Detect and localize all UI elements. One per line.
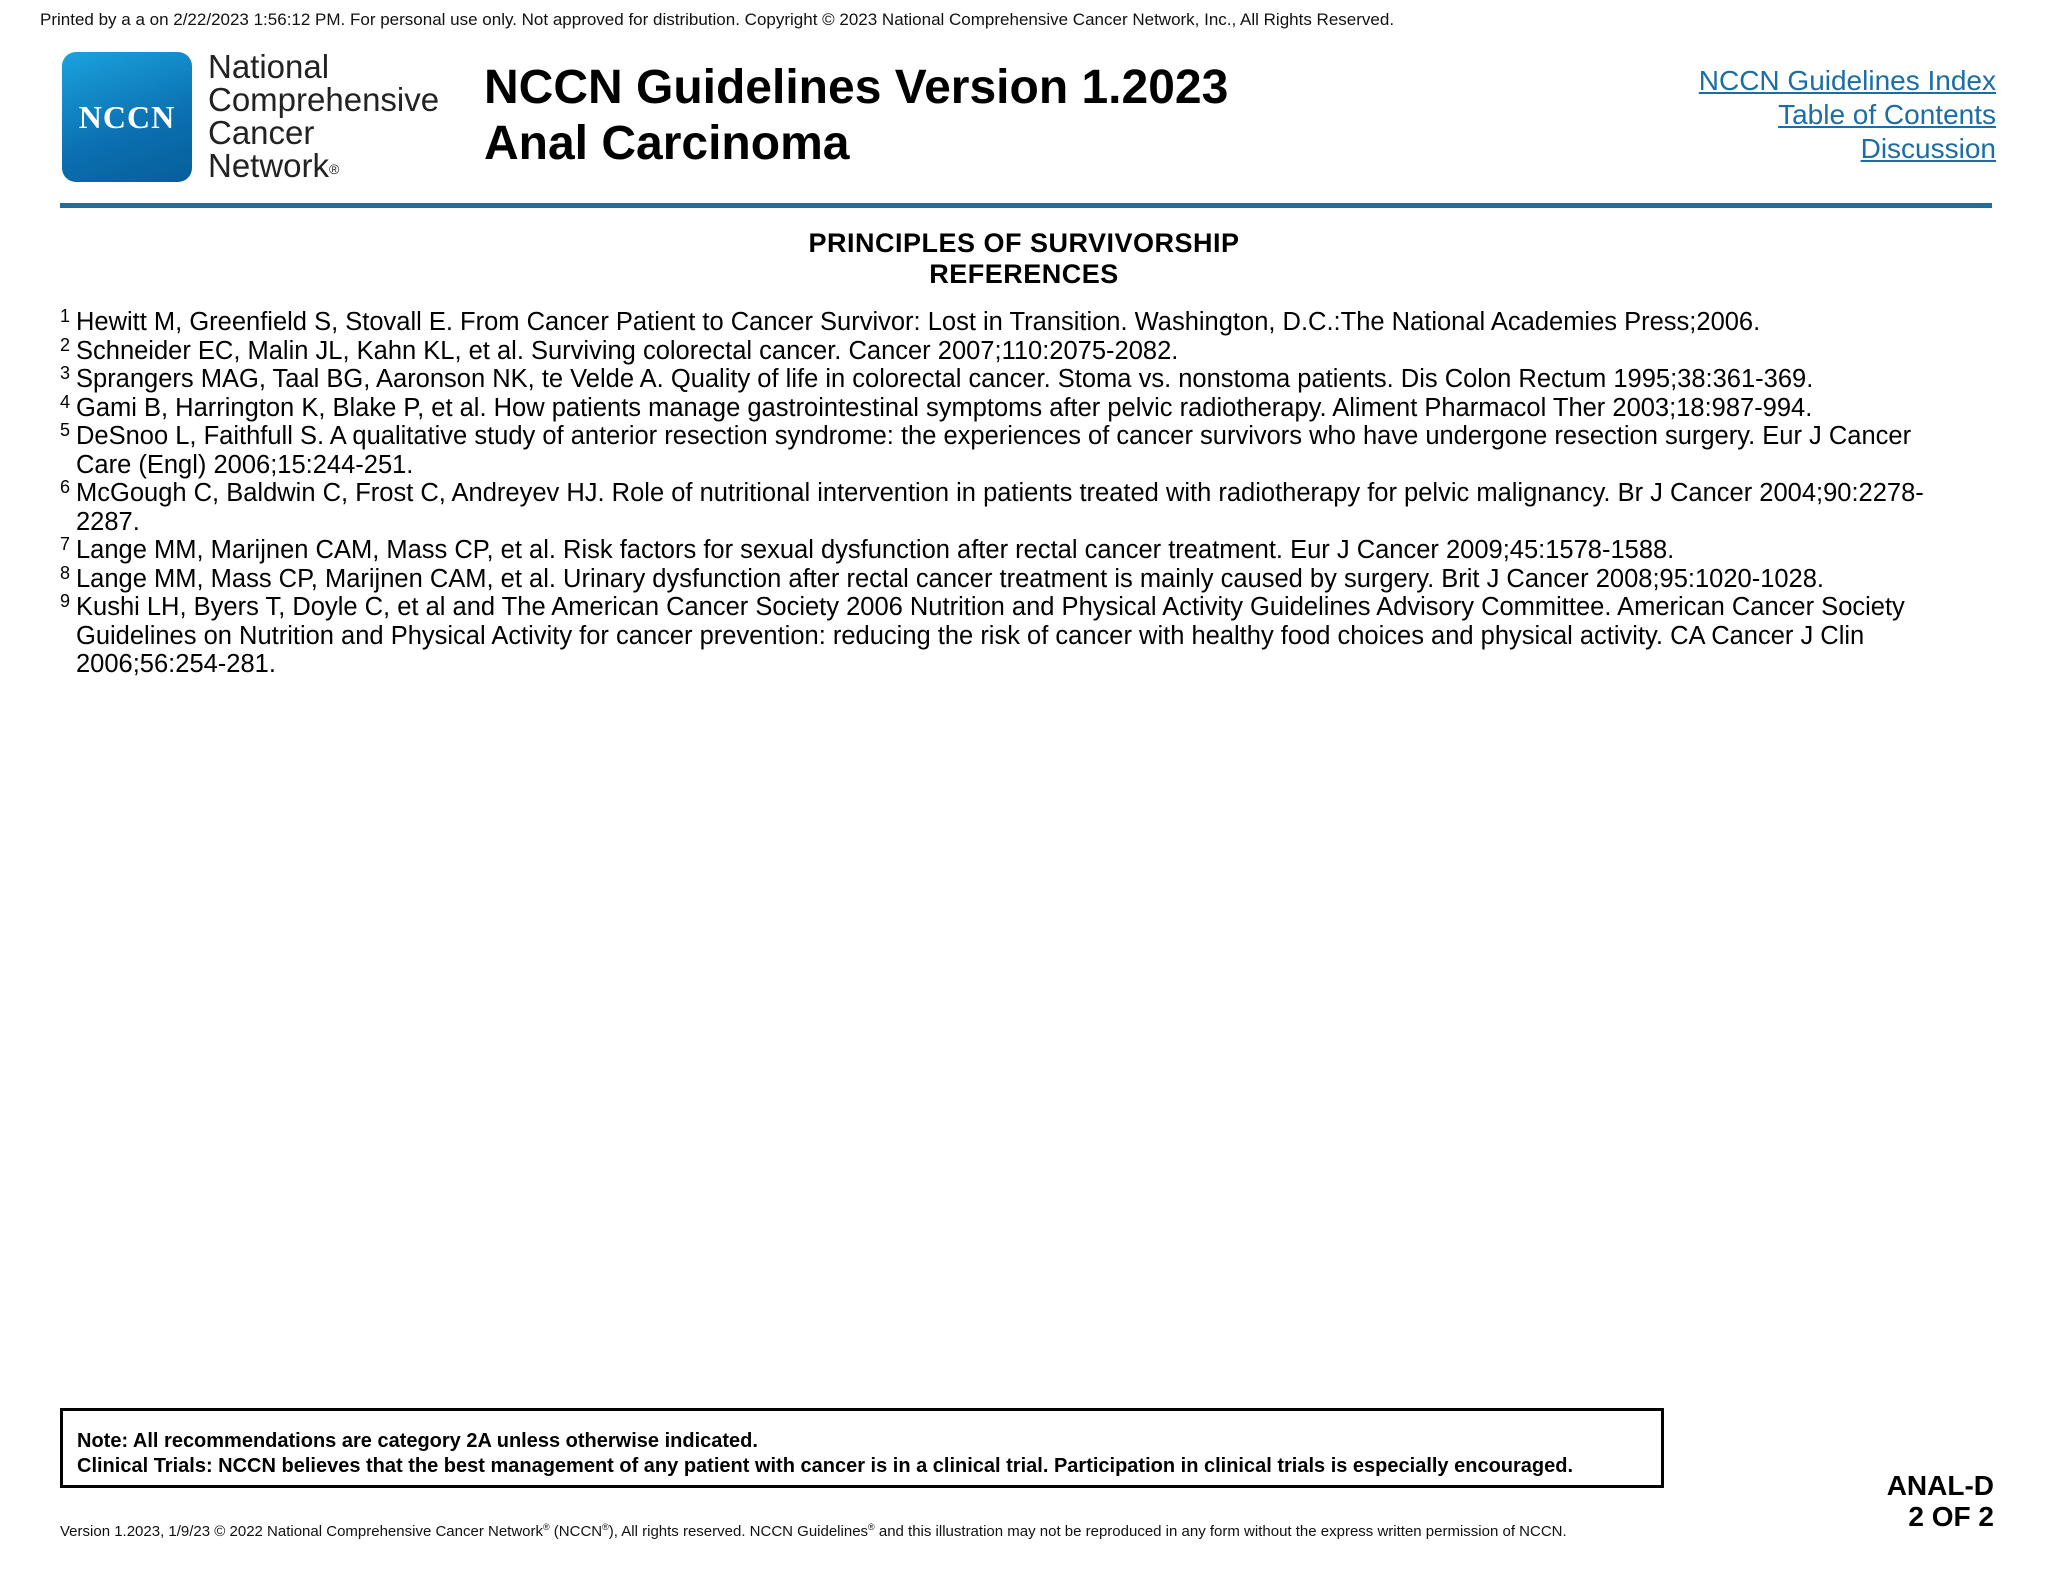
reference-text: Sprangers MAG, Taal BG, Aaronson NK, te Velde A. Quality of life in colorectal cancer. Stoma vs. nonstoma patients. Dis Colon Rectum 1995;38:361-369. xyxy=(76,365,1814,393)
reference-item xyxy=(60,308,1960,337)
reference-number: 1 xyxy=(60,306,71,326)
page-number: 2 OF 2 xyxy=(1908,1501,1994,1532)
reference-list xyxy=(60,308,1960,679)
section-title: PRINCIPLES OF SURVIVORSHIP xyxy=(808,228,1240,258)
org-name-line: National xyxy=(208,48,330,85)
reference-item xyxy=(60,422,1960,479)
reference-text: Hewitt M, Greenfield S, Stovall E. From Cancer Patient to Cancer Survivor: Lost in Transition. Washington, D.C.:The National Academies Press;2006. xyxy=(76,308,1761,336)
page-code: ANAL-D xyxy=(1886,1470,1994,1501)
print-disclaimer: Printed by a a on 2/22/2023 1:56:12 PM. For personal use only. Not approved for distribution. Copyright © 2023 National Comprehensive Cancer Network, Inc., All Rights Reserved. xyxy=(40,10,1395,29)
recommendation-note-box xyxy=(60,1408,1664,1488)
reference-item xyxy=(60,536,1960,565)
reference-item xyxy=(60,479,1960,536)
reference-text: Schneider EC, Malin JL, Kahn KL, et al. Surviving colorectal cancer. Cancer 2007;110:2075-2082. xyxy=(76,336,1179,365)
discussion-link[interactable]: Discussion xyxy=(1860,133,1996,164)
reference-text: Kushi LH, Byers T, Doyle C, et al and The American Cancer Society 2006 Nutrition and Physical Activity Guidelines Advisory Committee. American Cancer Society Guidelines on Nutrition and Physical Activity for cancer prevention: reducing the risk of cancer with healthy food choices and physical activity. CA Cancer J Clin 2006;56:254-281. xyxy=(76,593,1905,678)
table-of-contents-link[interactable]: Table of Contents xyxy=(1778,99,1996,130)
guideline-nav-links xyxy=(1699,64,1996,166)
reference-text: DeSnoo L, Faithfull S. A qualitative study of anterior resection syndrome: the experiences of cancer survivors who have undergone resection surgery. Eur J Cancer Care (Engl) 2006;15:244-251. xyxy=(76,422,1912,479)
page-title xyxy=(484,60,1228,172)
reference-number: 2 xyxy=(60,334,71,355)
organization-name xyxy=(208,50,439,182)
reference-text: McGough C, Baldwin C, Frost C, Andreyev HJ. Role of nutritional intervention in patients treated with radiotherapy for pelvic malignancy. Br J Cancer 2004;90:2278-2287. xyxy=(76,479,1924,536)
reference-number: 8 xyxy=(60,562,71,583)
logo-mark-text: NCCN xyxy=(78,98,176,135)
org-name-line-network: Network® xyxy=(208,147,340,184)
reference-number: 7 xyxy=(60,534,71,554)
reference-number: 6 xyxy=(60,477,71,497)
reference-number: 3 xyxy=(60,363,71,383)
header-divider xyxy=(60,203,1992,208)
reference-text: Gami B, Harrington K, Blake P, et al. How patients manage gastrointestinal symptoms after pelvic radiotherapy. Aliment Pharmacol Ther 2003;18:987-994. xyxy=(76,393,1813,422)
reference-item xyxy=(60,334,1960,366)
cancer-type-title: Anal Carcinoma xyxy=(484,117,850,170)
reference-item xyxy=(60,593,1960,679)
registered-mark: ® xyxy=(329,161,340,177)
reference-number: 5 xyxy=(60,420,71,440)
guideline-version-title: NCCN Guidelines Version 1.2023 xyxy=(484,61,1229,114)
reference-number: 4 xyxy=(60,391,71,412)
section-heading xyxy=(0,228,2048,290)
copyright-footer: Version 1.2023, 1/9/23 © 2022 National Comprehensive Cancer Network® (NCCN®), All rights reserved. NCCN Guidelines® and this illustration may not be reproduced in any form without the express written permission of NCCN. xyxy=(60,1522,1567,1540)
reference-text: Lange MM, Mass CP, Marijnen CAM, et al. Urinary dysfunction after rectal cancer treatment is mainly caused by surgery. Brit J Cancer 2008;95:1020-1028. xyxy=(76,564,1825,593)
org-name-line: Cancer xyxy=(208,114,315,151)
category-note: Note: All recommendations are category 2A unless otherwise indicated. xyxy=(77,1430,758,1452)
clinical-trials-note: Clinical Trials: NCCN believes that the best management of any patient with cancer is in a clinical trial. Participation in clinical trials is especially encouraged. xyxy=(77,1455,1574,1477)
reference-number: 9 xyxy=(60,591,71,611)
nccn-logo xyxy=(62,52,192,182)
reference-item xyxy=(60,391,1960,423)
reference-item xyxy=(60,562,1960,594)
org-name-line: Comprehensive xyxy=(208,81,440,118)
guidelines-index-link[interactable]: NCCN Guidelines Index xyxy=(1698,65,1996,96)
section-subtitle: REFERENCES xyxy=(929,259,1119,289)
reference-item xyxy=(60,365,1960,394)
reference-text: Lange MM, Marijnen CAM, Mass CP, et al. Risk factors for sexual dysfunction after rectal cancer treatment. Eur J Cancer 2009;45:1578-1588. xyxy=(76,536,1675,564)
page-identifier xyxy=(1887,1470,1994,1532)
